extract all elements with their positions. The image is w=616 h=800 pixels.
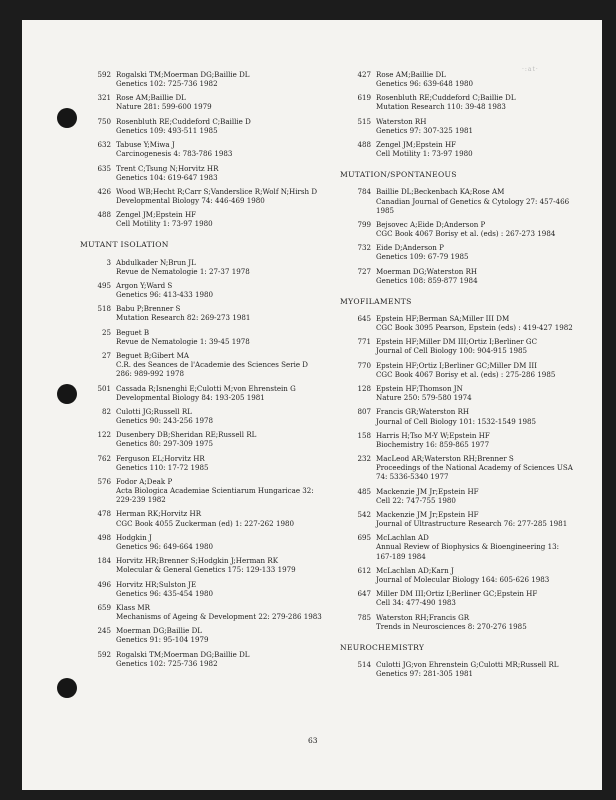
reference-source: CGC Book 4067 Borisy et al. (eds) : 267-273 1984 — [376, 228, 556, 238]
reference-entry — [340, 454, 610, 481]
reference-number: 785 — [357, 612, 371, 622]
reference-citation — [116, 117, 350, 135]
reference-source: Journal of Cell Biology 101: 1532-1549 1985 — [376, 416, 537, 426]
reference-citation — [116, 70, 350, 88]
neurochemistry-list — [340, 660, 610, 678]
binder-hole — [57, 384, 77, 404]
reference-authors: Tabuse Y;Miwa J — [116, 140, 175, 150]
reference-entry — [80, 258, 350, 276]
reference-source: 167-189 1984 — [376, 551, 426, 561]
reference-citation — [116, 407, 350, 425]
reference-authors: Eide D;Anderson P — [376, 243, 444, 253]
reference-authors: Cassada R;Isnenghi E;Culotti M;von Ehrenstein G — [116, 383, 296, 393]
reference-number: 612 — [357, 565, 371, 575]
reference-number: 82 — [101, 406, 111, 416]
reference-entry — [340, 140, 610, 158]
reference-authors: McLachlan AD;Karn J — [376, 565, 454, 575]
reference-source: Genetics 91: 95-104 1979 — [116, 635, 209, 645]
reference-authors: Bejsovec A;Eide D;Anderson P — [376, 219, 486, 229]
reference-citation — [116, 430, 350, 448]
reference-entry — [340, 93, 610, 111]
reference-source: Annual Review of Biophysics & Bioengineering 13: — [376, 542, 560, 552]
reference-source: 229-239 1982 — [116, 495, 166, 505]
reference-authors: Rose AM;Baillie DL — [116, 93, 186, 103]
reference-authors: Waterston RH;Francis GR — [376, 612, 470, 622]
reference-entry — [340, 70, 610, 88]
reference-citation — [116, 384, 350, 402]
reference-citation — [376, 431, 610, 449]
reference-entry — [80, 533, 350, 551]
reference-source: Mutation Research 110: 39-48 1983 — [376, 102, 506, 112]
reference-number: 576 — [97, 477, 111, 486]
reference-number: 321 — [97, 93, 111, 103]
reference-number: 799 — [357, 219, 371, 229]
section-heading-neurochemistry: NEUROCHEMISTRY — [340, 642, 425, 652]
reference-source: Genetics 96: 649-664 1980 — [116, 541, 214, 551]
reference-number: 495 — [97, 280, 111, 290]
reference-number: 245 — [97, 626, 111, 636]
reference-citation — [116, 603, 350, 621]
reference-number: 27 — [101, 351, 111, 361]
reference-authors: Argon Y;Ward S — [116, 280, 173, 290]
reference-entry — [340, 220, 610, 238]
reference-citation — [116, 258, 350, 276]
reference-authors: MacLeod AR;Waterston RH;Brenner S — [376, 454, 514, 464]
reference-citation — [376, 93, 610, 111]
reference-authors: Horvitz HR;Brenner S;Hodgkin J;Herman RK — [116, 556, 278, 566]
reference-source: Cell 22: 747-755 1980 — [376, 495, 456, 505]
reference-number: 695 — [357, 533, 371, 543]
reference-number: 647 — [357, 589, 371, 599]
reference-authors: Culotti JG;Russell RL — [116, 406, 192, 416]
reference-citation — [376, 487, 610, 505]
reference-number: 771 — [357, 337, 371, 347]
reference-entry — [340, 566, 610, 584]
reference-authors: Rosenbluth RE;Cuddeford C;Baillie D — [116, 116, 251, 126]
mutation-spontaneous-list — [340, 187, 610, 284]
reference-source: 1985 — [376, 205, 395, 215]
reference-authors: Harris H;Tso M-Y W;Epstein HF — [376, 430, 490, 440]
reference-authors: Wood WB;Hecht R;Carr S;Vanderslice R;Wolf N;Hirsh D — [116, 186, 318, 196]
reference-authors: Beguet B — [116, 327, 150, 337]
reference-entry — [340, 384, 610, 402]
reference-number: 542 — [357, 510, 371, 519]
reference-authors: Trent C;Tsung N;Horvitz HR — [116, 163, 219, 173]
reference-number: 762 — [97, 453, 111, 463]
reference-entry — [80, 281, 350, 299]
reference-source: Genetics 109: 67-79 1985 — [376, 252, 469, 262]
reference-source: Genetics 96: 413-433 1980 — [116, 290, 214, 299]
reference-citation — [376, 140, 610, 158]
reference-number: 770 — [357, 360, 371, 370]
reference-source: Genetics 108: 859-877 1984 — [376, 275, 478, 285]
reference-citation — [376, 337, 610, 355]
reference-entry — [340, 361, 610, 379]
reference-entry — [80, 580, 350, 598]
reference-number: 592 — [97, 649, 111, 659]
reference-authors: Beguet B;Gibert MA — [116, 351, 189, 361]
reference-source: Cell Motility 1: 73-97 1980 — [116, 219, 213, 229]
reference-number: 485 — [357, 486, 371, 496]
reference-authors: Zengel JM;Epstein HF — [116, 210, 197, 220]
reference-source: Proceedings of the National Academy of Sciences USA — [376, 463, 573, 473]
reference-authors: Moerman DG;Waterston RH — [376, 266, 478, 276]
reference-entry — [80, 626, 350, 644]
reference-authors: Epstein HF;Berman SA;Miller III DM — [376, 313, 510, 323]
reference-authors: Dusenbery DB;Sheridan RE;Russell RL — [116, 430, 257, 440]
reference-entry — [340, 117, 610, 135]
reference-number: 592 — [97, 70, 111, 79]
reference-entry — [340, 267, 610, 285]
reference-entry — [340, 187, 610, 214]
section-heading-mutation-spontaneous: MUTATION/SPONTANEOUS — [340, 170, 457, 180]
reference-source: Genetics 102: 725-736 1982 — [116, 79, 218, 89]
reference-source: Genetics 102: 725-736 1982 — [116, 658, 218, 668]
reference-authors: Epstein HF;Miller DM III;Ortiz I;Berliner GC — [376, 337, 538, 347]
reference-number: 619 — [357, 93, 371, 103]
reference-source: Molecular & General Genetics 175: 129-133 1979 — [116, 565, 296, 575]
reference-authors: Miller DM III;Ortiz I;Berliner GC;Epstein HF — [376, 589, 538, 599]
reference-citation — [376, 243, 610, 261]
reference-source: Journal of Ultrastructure Research 76: 277-285 1981 — [376, 519, 568, 529]
reference-citation — [376, 566, 610, 584]
reference-entry — [80, 117, 350, 135]
reference-authors: Zengel JM;Epstein HF — [376, 140, 457, 150]
reference-number: 158 — [357, 430, 371, 440]
reference-source: 74: 5336-5340 1977 — [376, 472, 449, 482]
reference-citation — [376, 117, 610, 135]
reference-source: Genetics 96: 639-648 1980 — [376, 79, 474, 89]
reference-authors: Abdulkader N;Brun JL — [116, 257, 196, 267]
reference-entry — [80, 210, 350, 228]
reference-source: Cell 34: 477-490 1983 — [376, 598, 456, 608]
reference-citation — [376, 70, 610, 88]
reference-number: 488 — [97, 210, 111, 220]
reference-citation — [116, 187, 350, 205]
reference-citation — [116, 304, 350, 322]
reference-number: 128 — [357, 384, 371, 394]
reference-authors: Fodor A;Deak P — [116, 477, 173, 486]
reference-authors: Francis GR;Waterston RH — [376, 407, 470, 417]
reference-source: CGC Book 4067 Borisy et al. (eds) : 275-286 1985 — [376, 369, 556, 379]
reference-number: 232 — [357, 454, 371, 464]
binder-hole — [57, 108, 77, 128]
reference-source: Mechanisms of Ageing & Development 22: 279-286 1983 — [116, 612, 322, 622]
reference-entry — [80, 351, 350, 378]
reference-source: Journal of Cell Biology 100: 904-915 1985 — [376, 346, 528, 356]
reference-entry — [80, 477, 350, 504]
reference-citation — [116, 140, 350, 158]
reference-number: 184 — [97, 556, 111, 566]
reference-source: Genetics 96: 435-454 1980 — [116, 588, 214, 598]
reference-authors: Horvitz HR;Sulston JE — [116, 579, 197, 589]
reference-source: 286: 989-992 1978 — [116, 369, 184, 379]
reference-citation — [376, 613, 610, 631]
reference-source: Biochemistry 16: 859-865 1977 — [376, 439, 490, 449]
reference-citation — [376, 454, 610, 481]
reference-citation — [116, 556, 350, 574]
reference-number: 501 — [97, 383, 111, 393]
reference-entry — [340, 487, 610, 505]
section-heading-mutant-isolation: MUTANT ISOLATION — [80, 240, 169, 250]
reference-authors: Epstein HF;Ortiz I;Berliner GC;Miller DM III — [376, 360, 538, 370]
reference-number: 514 — [357, 659, 371, 669]
reference-entry — [80, 93, 350, 111]
reference-source: Nature 281: 599-600 1979 — [116, 102, 212, 112]
reference-citation — [376, 384, 610, 402]
reference-entry — [80, 650, 350, 668]
reference-citation — [116, 533, 350, 551]
reference-entry — [340, 613, 610, 631]
reference-citation — [116, 509, 350, 527]
reference-citation — [376, 660, 610, 678]
reference-authors: Baillie DL;Beckenbach KA;Rose AM — [376, 187, 505, 197]
reference-source: Developmental Biology 84: 193-205 1981 — [116, 392, 265, 402]
reference-entry — [340, 660, 610, 678]
right-top-list — [340, 70, 610, 158]
reference-entry — [80, 140, 350, 158]
reference-citation — [376, 510, 610, 528]
reference-entry — [340, 510, 610, 528]
reference-citation — [116, 210, 350, 228]
reference-number: 496 — [97, 579, 111, 589]
reference-authors: Mackenzie JM Jr;Epstein HF — [376, 486, 479, 496]
reference-citation — [116, 93, 350, 111]
reference-source: Genetics 110: 17-72 1985 — [116, 462, 209, 472]
reference-number: 25 — [101, 327, 111, 337]
reference-source: Revue de Nematologie 1: 27-37 1978 — [116, 266, 250, 276]
reference-authors: Moerman DG;Baillie DL — [116, 626, 203, 636]
reference-citation — [116, 477, 350, 504]
reference-entry — [80, 70, 350, 88]
reference-source: Carcinogenesis 4: 783-786 1983 — [116, 149, 233, 159]
reference-citation — [376, 407, 610, 425]
reference-authors: Waterston RH — [376, 116, 427, 126]
reference-citation — [116, 650, 350, 668]
reference-citation — [376, 533, 610, 560]
reference-authors: Culotti JG;von Ehrenstein G;Culotti MR;Russell RL — [376, 659, 559, 669]
reference-entry — [80, 407, 350, 425]
reference-citation — [116, 328, 350, 346]
reference-number: 635 — [97, 163, 111, 173]
reference-entry — [80, 164, 350, 182]
reference-entry — [80, 509, 350, 527]
reference-source: CGC Book 3095 Pearson, Epstein (eds) : 419-427 1982 — [376, 323, 573, 332]
reference-entry — [340, 533, 610, 560]
reference-citation — [376, 589, 610, 607]
reference-entry — [340, 243, 610, 261]
reference-source: CGC Book 4055 Zuckerman (ed) 1: 227-262 1980 — [116, 518, 295, 528]
reference-entry — [340, 337, 610, 355]
reference-authors: McLachlan AD — [376, 533, 429, 543]
reference-number: 727 — [357, 266, 371, 276]
reference-number: 478 — [97, 509, 111, 519]
reference-number: 3 — [106, 257, 111, 267]
reference-number: 426 — [97, 186, 111, 196]
reference-citation — [116, 351, 350, 378]
reference-citation — [116, 580, 350, 598]
reference-source: Genetics 104: 619-647 1983 — [116, 172, 218, 182]
reference-entry — [340, 314, 610, 332]
reference-source: Genetics 97: 307-325 1981 — [376, 125, 474, 135]
reference-number: 488 — [357, 140, 371, 150]
reference-number: 498 — [97, 532, 111, 542]
reference-authors: Epstein HF;Thomson JN — [376, 384, 463, 394]
reference-authors: Rose AM;Baillie DL — [376, 70, 446, 79]
reference-citation — [116, 164, 350, 182]
reference-entry — [80, 384, 350, 402]
reference-source: Genetics 109: 493-511 1985 — [116, 125, 218, 135]
corner-mark: ·:at· — [522, 66, 539, 73]
reference-number: 632 — [97, 140, 111, 150]
reference-citation — [116, 626, 350, 644]
reference-entry — [340, 589, 610, 607]
reference-number: 645 — [357, 313, 371, 323]
reference-source: Developmental Biology 74: 446-469 1980 — [116, 195, 265, 205]
reference-entry — [80, 430, 350, 448]
reference-citation — [376, 361, 610, 379]
reference-authors: Rogalski TM;Moerman DG;Baillie DL — [116, 70, 250, 79]
reference-number: 518 — [97, 304, 111, 314]
left-top-list — [80, 70, 350, 228]
binder-hole — [57, 678, 77, 698]
reference-authors: Klass MR — [116, 602, 150, 612]
reference-source: Nature 250: 579-580 1974 — [376, 393, 472, 403]
reference-number: 784 — [357, 187, 371, 197]
reference-authors: Rogalski TM;Moerman DG;Baillie DL — [116, 649, 250, 659]
reference-source: Acta Biologica Academiae Scientiarum Hungaricae 32: — [116, 486, 314, 496]
reference-number: 122 — [97, 430, 111, 440]
reference-authors: Ferguson EL;Horvitz HR — [116, 453, 205, 463]
reference-citation — [116, 454, 350, 472]
reference-authors: Mackenzie JM Jr;Epstein HF — [376, 510, 479, 519]
left-column — [80, 70, 350, 673]
reference-source: Genetics 90: 243-256 1978 — [116, 415, 214, 425]
reference-citation — [376, 187, 610, 214]
reference-entry — [80, 304, 350, 322]
reference-entry — [80, 454, 350, 472]
reference-citation — [376, 267, 610, 285]
reference-citation — [376, 220, 610, 238]
reference-entry — [80, 187, 350, 205]
reference-entry — [80, 328, 350, 346]
reference-number: 750 — [97, 116, 111, 126]
reference-source: Revue de Nematologie 1: 39-45 1978 — [116, 336, 250, 346]
reference-citation — [116, 281, 350, 299]
reference-authors: Rosenbluth RE;Cuddeford C;Baillie DL — [376, 93, 516, 103]
reference-citation — [376, 314, 610, 332]
reference-source: Canadian Journal of Genetics & Cytology 27: 457-466 — [376, 196, 570, 206]
reference-number: 515 — [357, 116, 371, 126]
reference-number: 807 — [357, 407, 371, 417]
myofilaments-list — [340, 314, 610, 631]
reference-source: Genetics 80: 297-309 1975 — [116, 439, 214, 449]
reference-entry — [80, 603, 350, 621]
reference-source: Mutation Research 82: 269-273 1981 — [116, 313, 251, 323]
reference-authors: Babu P;Brenner S — [116, 304, 181, 314]
reference-authors: Herman RK;Horvitz HR — [116, 509, 202, 519]
reference-entry — [80, 556, 350, 574]
section-heading-myofilaments: MYOFILAMENTS — [340, 296, 412, 306]
reference-number: 427 — [357, 70, 371, 79]
reference-number: 732 — [357, 243, 371, 253]
mutant-isolation-list — [80, 258, 350, 668]
page-number: 63 — [308, 736, 318, 745]
reference-source: Journal of Molecular Biology 164: 605-626 1983 — [376, 574, 550, 584]
reference-entry — [340, 431, 610, 449]
reference-entry — [340, 407, 610, 425]
reference-source: C.R. des Seances de l'Academie des Sciences Serie D — [116, 360, 308, 370]
reference-source: Cell Motility 1: 73-97 1980 — [376, 149, 473, 159]
reference-authors: Hodgkin J — [116, 532, 152, 542]
reference-source: Genetics 97: 281-305 1981 — [376, 668, 474, 678]
reference-source: Trends in Neurosciences 8: 270-276 1985 — [376, 621, 527, 631]
right-column — [340, 70, 610, 683]
reference-number: 659 — [97, 602, 111, 612]
